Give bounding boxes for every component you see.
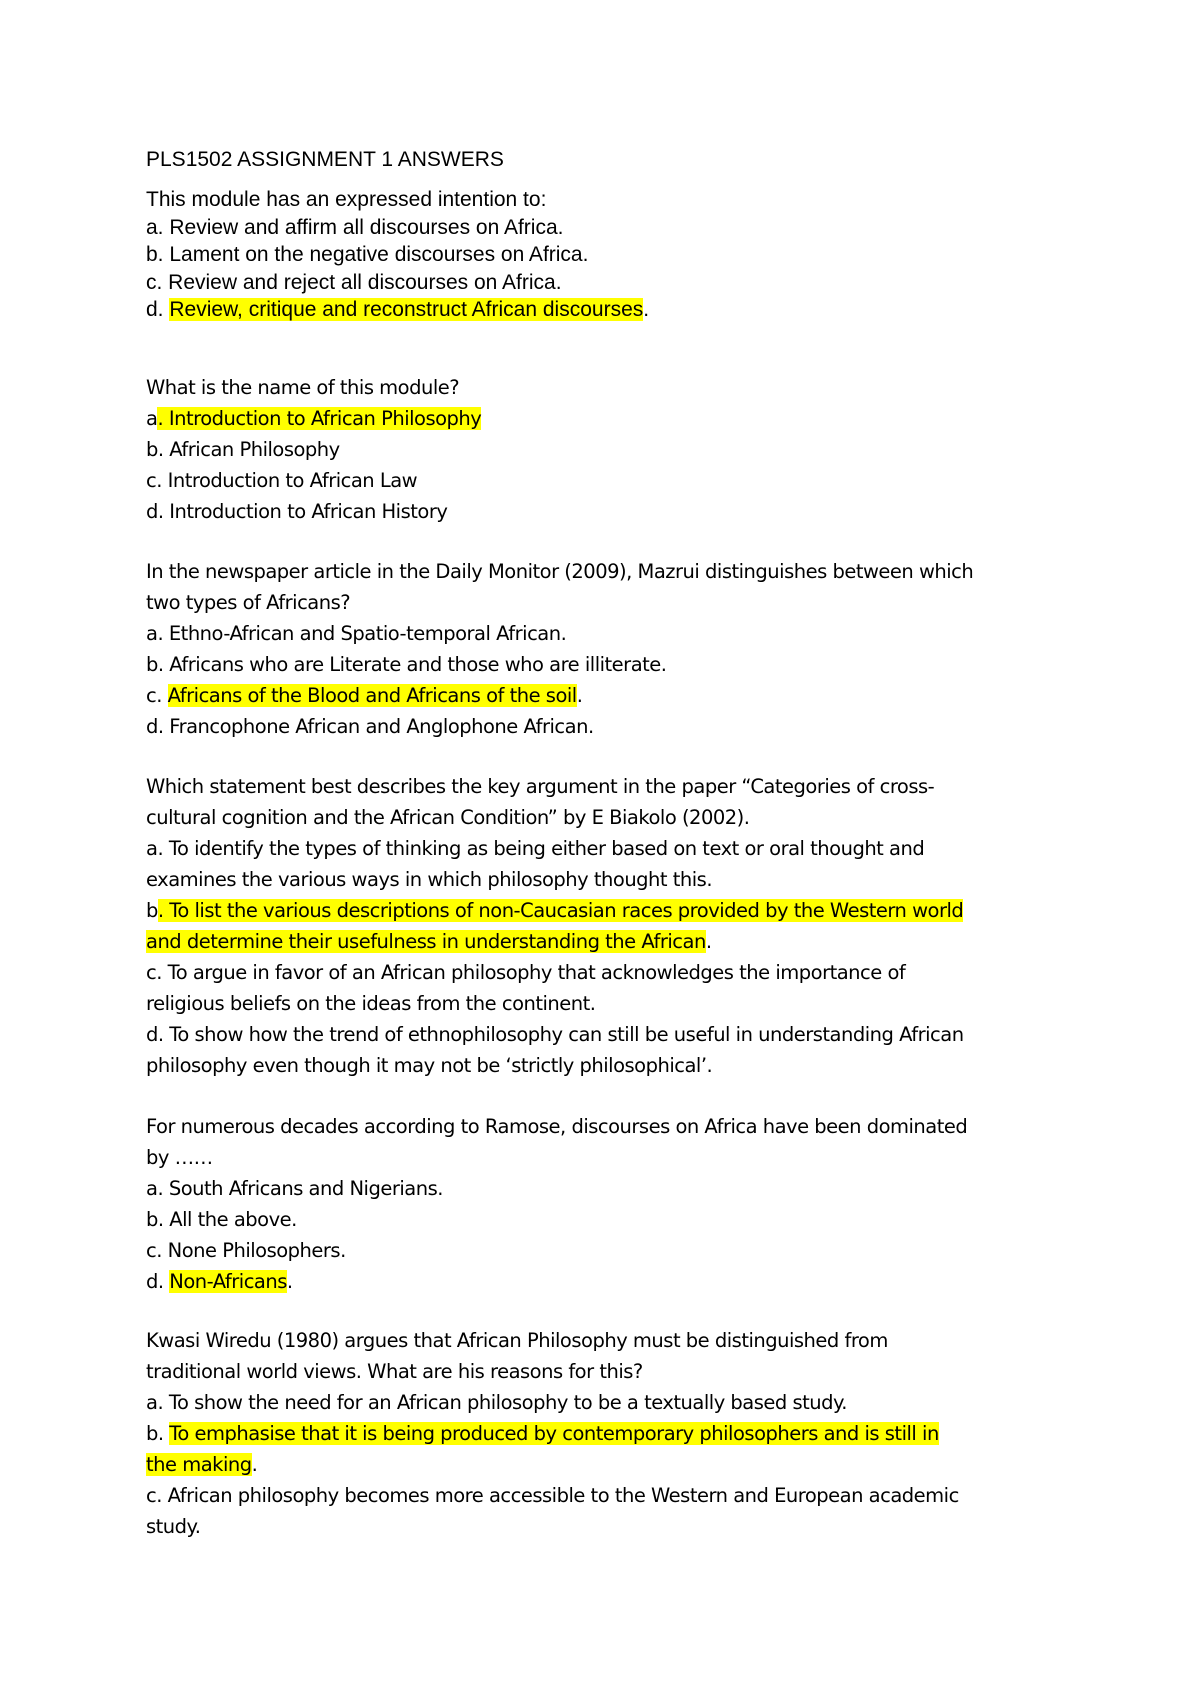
- option-d-line-1: d. To show how the trend of ethnophilosophy can still be useful in understanding African: [146, 1023, 964, 1046]
- option-b-answer-line-1: b. To list the various descriptions of non-Caucasian races provided by the Western world: [146, 899, 964, 922]
- option-c: c. None Philosophers.: [146, 1239, 346, 1262]
- option-a-line-2: examines the various ways in which philosophy thought this.: [146, 868, 713, 891]
- option-a-answer: a. Introduction to African Philosophy: [146, 407, 482, 430]
- question-stem: What is the name of this module?: [146, 376, 460, 399]
- option-a: a. Ethno-African and Spatio-temporal African.: [146, 622, 567, 645]
- option-a: a. South Africans and Nigerians.: [146, 1177, 443, 1200]
- answer-highlight: Non-Africans: [169, 1270, 287, 1293]
- question-6: [146, 1325, 1066, 1542]
- question-stem-line-1: In the newspaper article in the Daily Monitor (2009), Mazrui distinguishes between which: [146, 560, 974, 583]
- question-stem-line-2: by ……: [146, 1146, 213, 1169]
- option-b-answer-line-2: the making.: [146, 1453, 258, 1476]
- option-a: a. To show the need for an African philosophy to be a textually based study.: [146, 1391, 847, 1414]
- question-stem-line-2: traditional world views. What are his reasons for this?: [146, 1360, 643, 1383]
- answer-highlight: and determine their usefulness in understanding the African: [146, 930, 706, 953]
- option-c-line-1: c. To argue in favor of an African philosophy that acknowledges the importance of: [146, 961, 906, 984]
- option-c: c. Introduction to African Law: [146, 469, 418, 492]
- option-b-answer-line-2: and determine their usefulness in understanding the African.: [146, 930, 712, 953]
- question-1: [146, 186, 1066, 324]
- option-a: a. Review and affirm all discourses on Africa.: [146, 215, 564, 239]
- question-stem-line-2: cultural cognition and the African Condition” by E Biakolo (2002).: [146, 806, 750, 829]
- option-d-answer: d. Review, critique and reconstruct African discourses.: [146, 298, 650, 321]
- answer-highlight: . To list the various descriptions of non-Caucasian races provided by the Western world: [157, 899, 964, 922]
- question-stem-line-1: For numerous decades according to Ramose, discourses on Africa have been dominated: [146, 1115, 968, 1138]
- question-stem-line-1: Which statement best describes the key argument in the paper “Categories of cross-: [146, 775, 935, 798]
- option-c-answer: c. Africans of the Blood and Africans of the soil.: [146, 684, 583, 707]
- answer-highlight: . Introduction to African Philosophy: [157, 407, 482, 430]
- option-a-line-1: a. To identify the types of thinking as being either based on text or oral thought and: [146, 837, 925, 860]
- question-5: [146, 1111, 1066, 1297]
- option-d: d. Francophone African and Anglophone African.: [146, 715, 594, 738]
- answer-highlight: the making: [146, 1453, 252, 1476]
- answer-highlight: Africans of the Blood and Africans of the soil: [167, 684, 577, 707]
- option-b: b. Africans who are Literate and those who are illiterate.: [146, 653, 667, 676]
- option-b: b. African Philosophy: [146, 438, 340, 461]
- option-c-line-1: c. African philosophy becomes more accessible to the Western and European academic: [146, 1484, 959, 1507]
- question-stem: This module has an expressed intention to:: [146, 188, 547, 211]
- question-3: [146, 556, 1066, 742]
- question-stem-line-1: Kwasi Wiredu (1980) argues that African Philosophy must be distinguished from: [146, 1329, 888, 1352]
- question-stem-line-2: two types of Africans?: [146, 591, 351, 614]
- question-2: [146, 372, 1066, 527]
- option-d-answer: d. Non-Africans.: [146, 1270, 293, 1293]
- answer-highlight: To emphasise that it is being produced by contemporary philosophers and is still in: [169, 1422, 939, 1445]
- option-c-line-2: religious beliefs on the ideas from the continent.: [146, 992, 596, 1015]
- page-title: PLS1502 ASSIGNMENT 1 ANSWERS: [146, 148, 504, 171]
- option-b: b. Lament on the negative discourses on Africa.: [146, 243, 589, 266]
- option-b: b. All the above.: [146, 1208, 297, 1231]
- question-4: [146, 771, 1066, 1081]
- option-b-answer-line-1: b. To emphasise that it is being produced by contemporary philosophers and is still in: [146, 1422, 939, 1445]
- option-d-line-2: philosophy even though it may not be ‘strictly philosophical’.: [146, 1054, 713, 1077]
- option-c: c. Review and reject all discourses on Africa.: [146, 270, 562, 294]
- option-d: d. Introduction to African History: [146, 500, 448, 523]
- option-c-line-2: study.: [146, 1515, 201, 1538]
- answer-highlight: Review, critique and reconstruct African discourses: [169, 298, 644, 321]
